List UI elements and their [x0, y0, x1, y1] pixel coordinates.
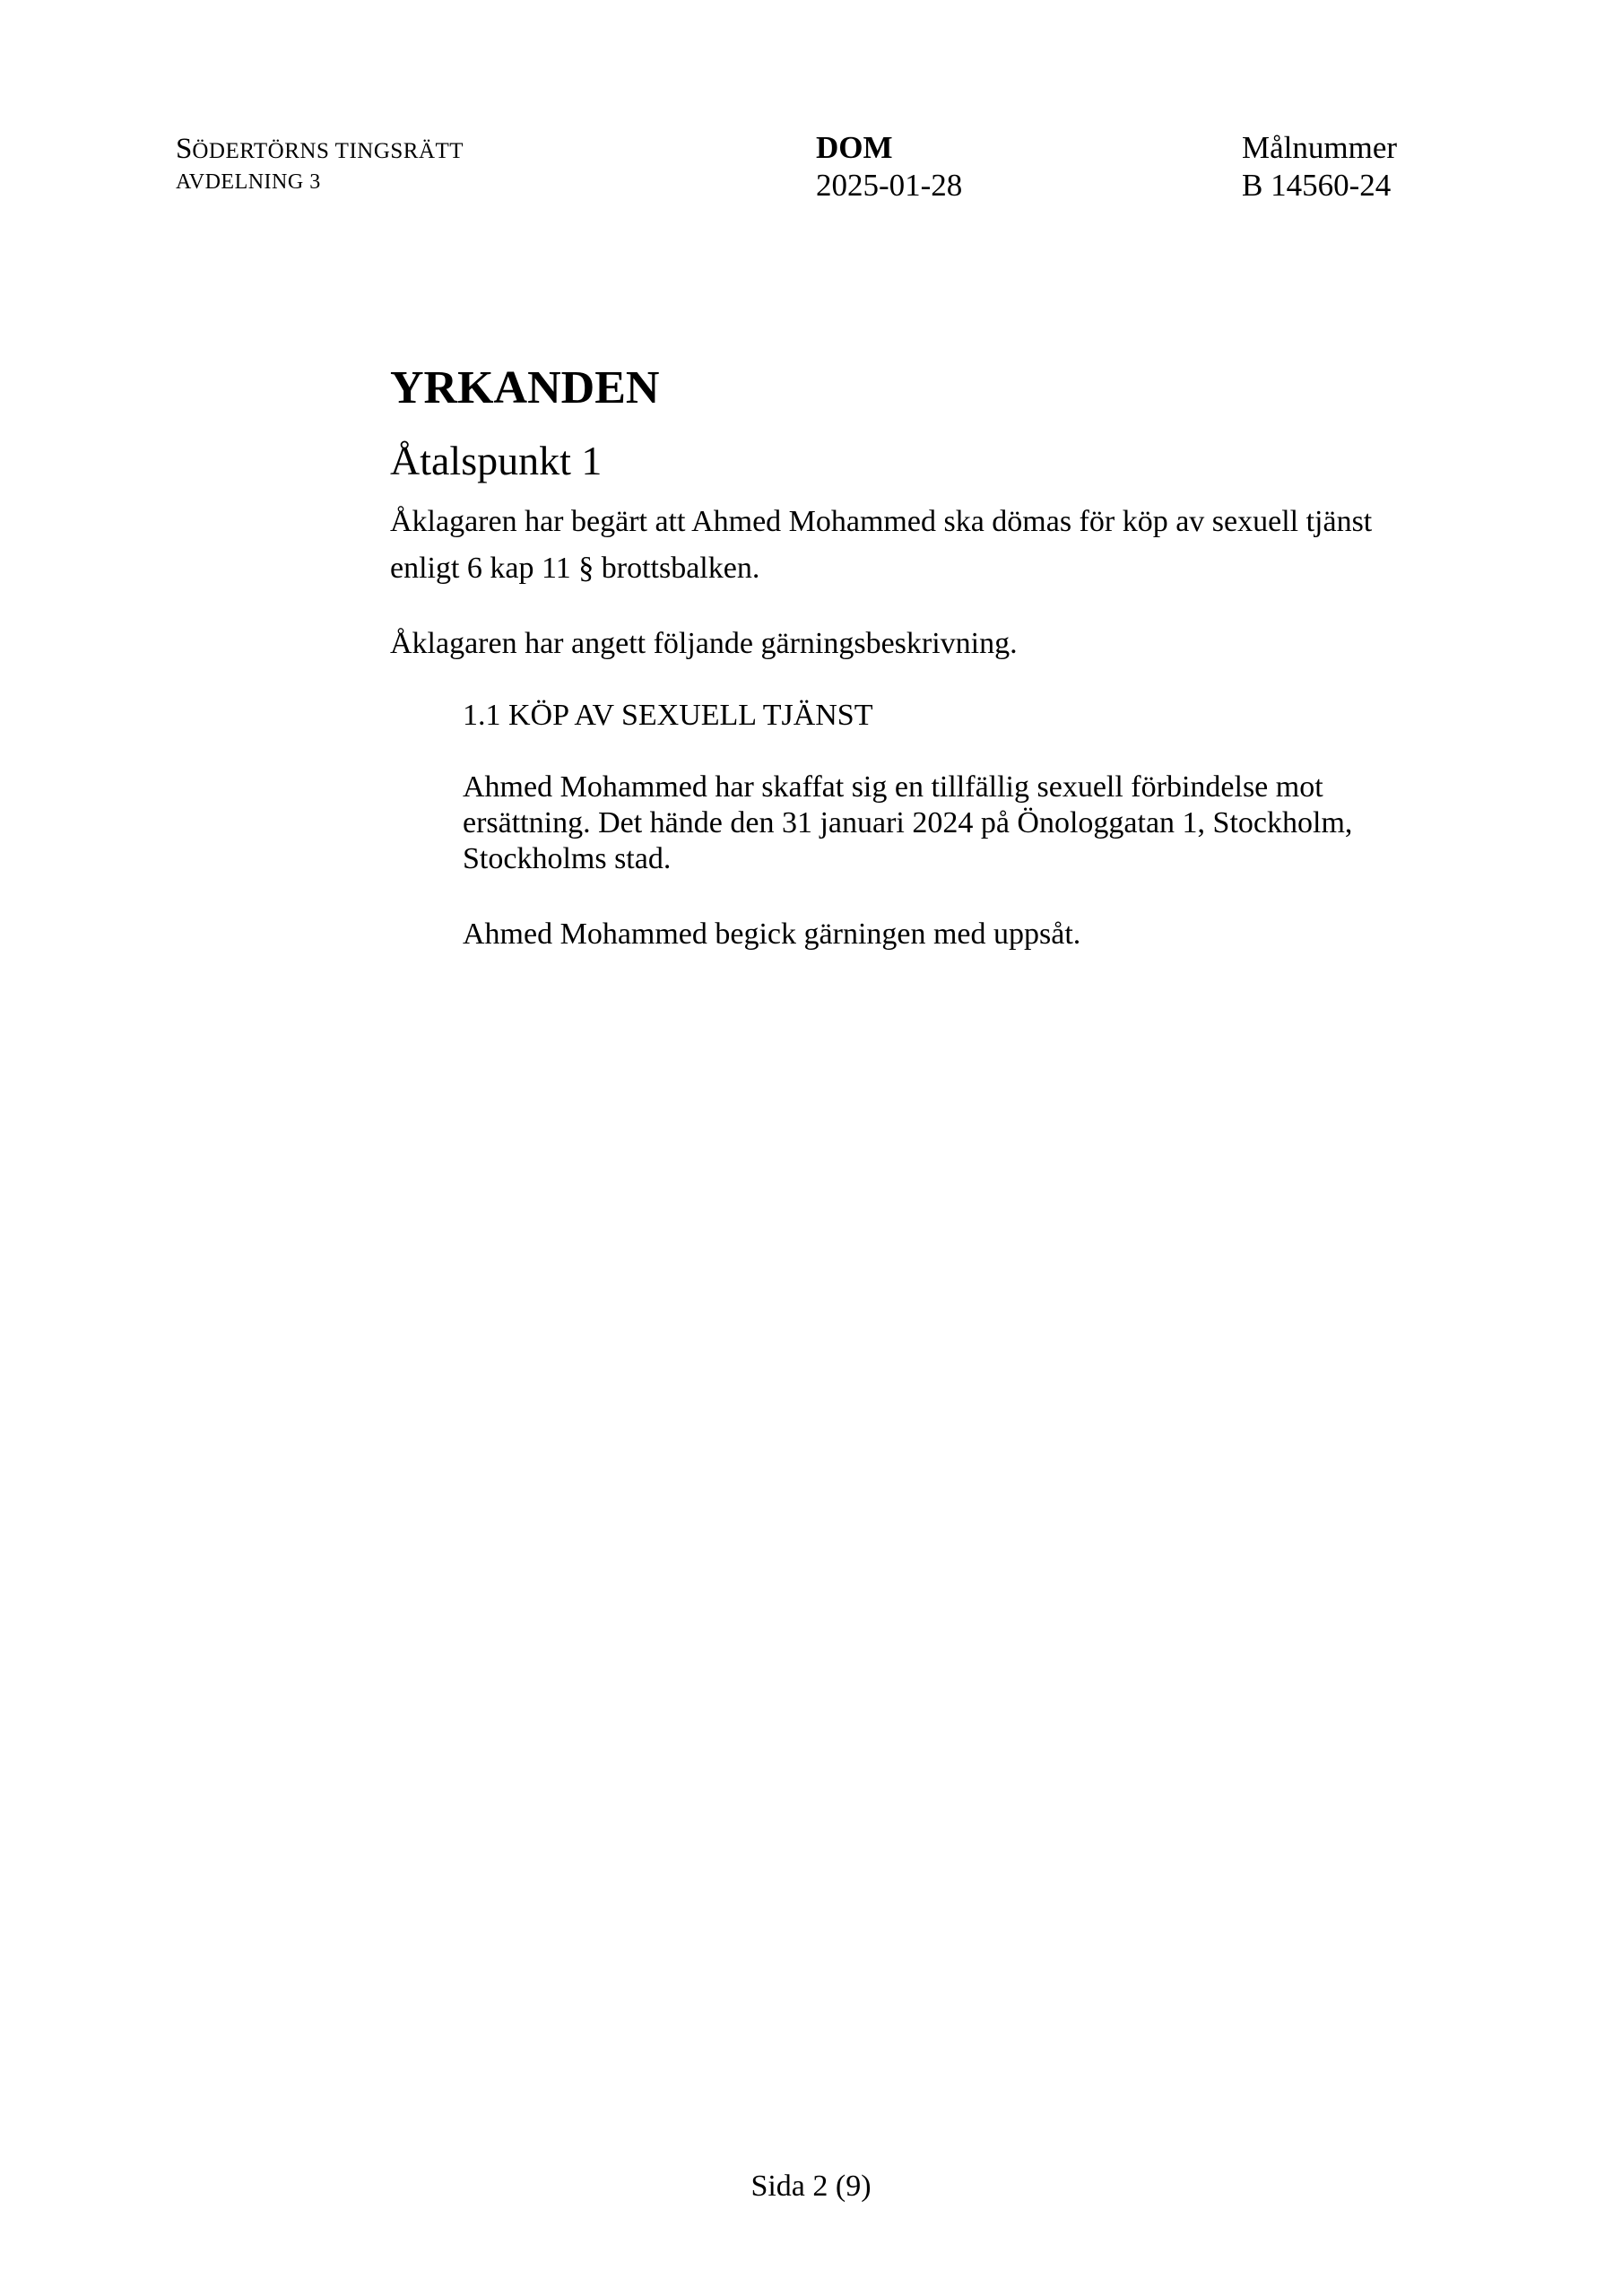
case-number: B 14560-24: [1242, 168, 1392, 203]
offense-intent: Ahmed Mohammed begick gärningen med uppsåt.: [463, 918, 1081, 951]
court-department: AVDELNING 3: [176, 170, 321, 194]
court-name: [176, 131, 464, 170]
prosecution-claim-paragraph: Åklagaren har begärt att Ahmed Mohammed ska dömas för köp av sexuell tjänst enligt 6 kap 11 § brottsbalken.: [390, 505, 1373, 585]
case-number-label: Målnummer: [1242, 130, 1398, 165]
court-name-rest: ÖDERTÖRNS TINGSRÄTT: [192, 139, 464, 163]
court-name-initial: S: [176, 133, 193, 165]
charge-description-intro: Åklagaren har angett följande gärningsbeskrivning.: [390, 627, 1018, 660]
document-type: DOM: [816, 130, 893, 165]
section-heading: YRKANDEN: [390, 362, 660, 413]
document-date: 2025-01-28: [816, 168, 963, 203]
page-number: Sida 2 (9): [750, 2170, 872, 2203]
offense-description: Ahmed Mohammed har skaffat sig en tillfällig sexuell förbindelse mot ersättning. Det hände den 31 januari 2024 på Önologgatan 1, Stockholm, Stockholms stad.: [463, 770, 1353, 875]
offense-title: 1.1 KÖP AV SEXUELL TJÄNST: [463, 699, 873, 732]
section-subheading: Åtalspunkt 1: [390, 438, 603, 483]
